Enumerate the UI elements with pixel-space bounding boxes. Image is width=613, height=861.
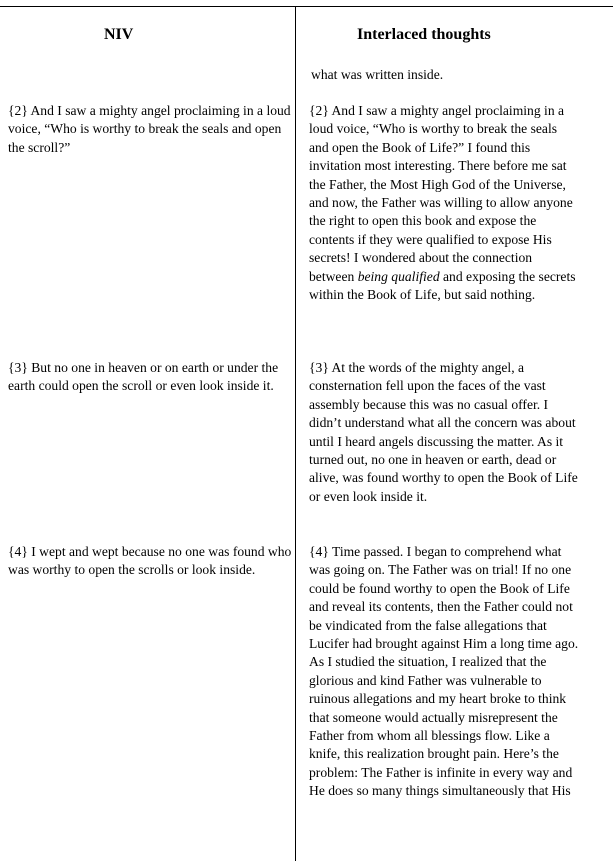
niv-verse-3: {3} But no one in heaven or on earth or under the earth could open the scroll or even look inside it.: [8, 360, 279, 394]
top-rule: [0, 6, 613, 7]
column-divider: [295, 6, 296, 861]
column-header-interlaced-thoughts: Interlaced thoughts: [357, 26, 491, 43]
niv-verse-4: {4} I wept and wept because no one was found who was worthy to open the scrolls or look inside.: [8, 544, 292, 578]
emphasis-text: being qualified: [357, 268, 440, 284]
continuation-text: what was written inside.: [311, 67, 444, 82]
column-header-niv: NIV: [104, 26, 134, 43]
thoughts-verse-3: {3} At the words of the mighty angel, a consternation fell upon the faces of the vast assembly because this was no casual offer. I didn’t understand what all the concern was about until I heard angels discussing the matter. As it turned out, no one in heaven or earth, dead or alive, was found worthy to open the Book of Life or even look inside it.: [309, 360, 578, 504]
niv-verse-2: {2} And I saw a mighty angel proclaiming in a loud voice, “Who is worthy to break the seals and open the scroll?”: [8, 103, 291, 155]
thoughts-verse-4: {4} Time passed. I began to comprehend what was going on. The Father was on trial! If no one could be found worthy to open the Book of Life and reveal its contents, then the Father could not be vindicated from the false allegations that Lucifer had brought against Him a long time ago. As I studied the situation, I realized that the glorious and kind Father was vulnerable to ruinous allegations and my heart broke to think that someone would actually misrepresent the Father from whom all blessings flow. Like a knife, this realization brought pain. Here’s the problem: The Father is infinite in every way and He does so many things simultaneously that His: [309, 544, 579, 799]
thoughts-verse-2: {2} And I saw a mighty angel proclaiming in a loud voice, “Who is worthy to break the seals and open the Book of Life?” I found this invitation most interesting. There before me sat the Father, the Most High God of the Universe, and now, the Father was willing to allow anyone the right to open this book and expose the contents if they were qualified to expose His secrets! I wondered about the connection between being qualified and exposing the secrets within the Book of Life, but said nothing.: [309, 103, 576, 303]
